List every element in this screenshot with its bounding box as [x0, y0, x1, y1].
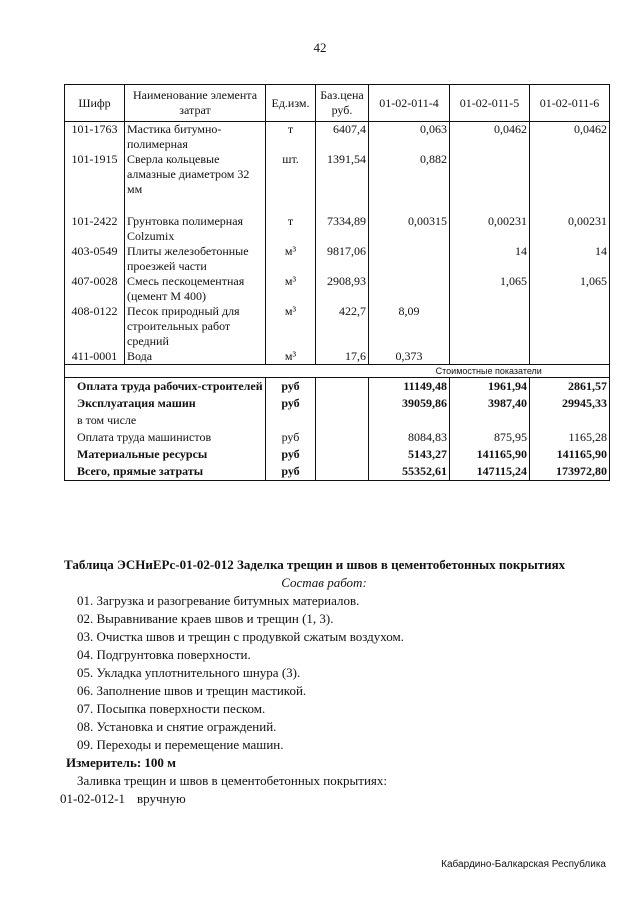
row-name: Песок природный для строительных работ средний	[125, 304, 266, 349]
row-value-3	[530, 349, 610, 365]
summary-value-3: 173972,80	[530, 463, 610, 481]
code-line-text: вручную	[137, 791, 186, 806]
summary-unit: руб	[266, 378, 316, 396]
work-item: 08. Установка и снятие ограждений.	[77, 719, 277, 734]
row-value-2	[450, 152, 530, 214]
row-value-3: 0,00231	[530, 214, 610, 244]
row-price: 6407,4	[316, 122, 369, 153]
summary-value-1: 8084,83	[369, 429, 450, 446]
table-row	[65, 349, 610, 365]
row-code: 408-0122	[65, 304, 125, 349]
measurement-unit: Измеритель: 100 м	[66, 755, 177, 770]
summary-value-3: 1165,28	[530, 429, 610, 446]
section-title: Таблица ЭСНиЕРс-01-02-012 Заделка трещин и швов в цементобетонных покрытиях	[64, 557, 566, 572]
row-unit: т	[266, 122, 316, 153]
header-unit: Ед.изм.	[266, 85, 316, 122]
row-code: 411-0001	[65, 349, 125, 365]
row-price: 17,6	[316, 349, 369, 365]
row-unit: шт.	[266, 152, 316, 214]
work-item: 04. Подгрунтовка поверхности.	[77, 647, 251, 662]
cost-indicators-label: Стоимостные показатели	[369, 365, 610, 378]
header-col3: 01-02-011-6	[530, 85, 610, 122]
work-item: 05. Укладка уплотнительного шнура (3).	[77, 665, 301, 680]
work-item: 09. Переходы и перемещение машин.	[77, 737, 284, 752]
row-name: Смесь пескоцементная (цемент М 400)	[125, 274, 266, 304]
header-code: Шифр	[65, 85, 125, 122]
summary-row	[65, 463, 610, 481]
row-value-2	[450, 304, 530, 349]
row-price: 9817,06	[316, 244, 369, 274]
work-item: 02. Выравнивание краев швов и трещин (1, 3).	[77, 611, 334, 626]
summary-name: Материальные ресурсы	[65, 446, 266, 463]
row-code: 403-0549	[65, 244, 125, 274]
row-value-1: 0,373	[369, 349, 450, 365]
summary-name: Эксплуатация машин	[65, 395, 266, 412]
row-value-3: 0,0462	[530, 122, 610, 153]
summary-value-2: 3987,40	[450, 395, 530, 412]
resource-cost-table	[64, 84, 610, 481]
row-price: 7334,89	[316, 214, 369, 244]
row-code: 101-1763	[65, 122, 125, 153]
summary-value-3: 2861,57	[530, 378, 610, 396]
summary-row	[65, 429, 610, 446]
row-unit: м³	[266, 349, 316, 365]
work-item: 03. Очистка швов и трещин с продувкой сжатым воздухом.	[77, 629, 405, 644]
work-item: 01. Загрузка и разогревание битумных материалов.	[77, 593, 360, 608]
row-code: 101-1915	[65, 152, 125, 214]
row-value-1	[369, 244, 450, 274]
row-value-3	[530, 304, 610, 349]
work-item: 07. Посыпка поверхности песком.	[77, 701, 266, 716]
header-base-price: Баз.цена руб.	[316, 85, 369, 122]
row-value-2: 0,0462	[450, 122, 530, 153]
summary-unit: руб	[266, 463, 316, 481]
header-col1: 01-02-011-4	[369, 85, 450, 122]
code-line-code: 01-02-012-1	[60, 791, 125, 806]
page-number: 42	[313, 40, 327, 55]
table-row	[65, 122, 610, 153]
summary-value-2: 147115,24	[450, 463, 530, 481]
summary-value-2: 875,95	[450, 429, 530, 446]
works-section	[60, 556, 624, 808]
row-value-1: 8,09	[369, 304, 450, 349]
summary-unit: руб	[266, 446, 316, 463]
cost-indicators-label-row	[65, 365, 610, 378]
summary-value-3: 141165,90	[530, 446, 610, 463]
row-name: Грунтовка полимерная Colzumix	[125, 214, 266, 244]
summary-row	[65, 412, 610, 429]
table-row	[65, 274, 610, 304]
summary-value-1: 39059,86	[369, 395, 450, 412]
row-price: 2908,93	[316, 274, 369, 304]
summary-name: Оплата труда рабочих-строителей	[65, 378, 266, 396]
header-name: Наименование элемента затрат	[125, 85, 266, 122]
summary-value-1: 11149,48	[369, 378, 450, 396]
code-line	[60, 790, 624, 808]
row-value-2: 14	[450, 244, 530, 274]
row-value-3	[530, 152, 610, 214]
row-value-3: 14	[530, 244, 610, 274]
section-description: Заливка трещин и швов в цементобетонных покрытиях:	[77, 773, 387, 788]
summary-value-2: 1961,94	[450, 378, 530, 396]
table-row	[65, 304, 610, 349]
row-code: 101-2422	[65, 214, 125, 244]
row-name: Мастика битумно-полимерная	[125, 122, 266, 153]
work-item: 06. Заполнение швов и трещин мастикой.	[77, 683, 307, 698]
table-row	[65, 244, 610, 274]
row-price: 422,7	[316, 304, 369, 349]
row-name: Плиты железобетонные проезжей части	[125, 244, 266, 274]
section-subtitle: Состав работ:	[281, 575, 367, 590]
summary-unit: руб	[266, 395, 316, 412]
summary-row	[65, 378, 610, 396]
row-code: 407-0028	[65, 274, 125, 304]
row-value-3: 1,065	[530, 274, 610, 304]
row-value-1	[369, 274, 450, 304]
summary-name: Всего, прямые затраты	[65, 463, 266, 481]
summary-value-3: 29945,33	[530, 395, 610, 412]
row-unit: м³	[266, 304, 316, 349]
row-value-2	[450, 349, 530, 365]
row-value-1: 0,882	[369, 152, 450, 214]
row-price: 1391,54	[316, 152, 369, 214]
header-col2: 01-02-011-5	[450, 85, 530, 122]
footer-region: Кабардино-Балкарская Республика	[441, 859, 606, 870]
row-value-2: 1,065	[450, 274, 530, 304]
table-row	[65, 214, 610, 244]
row-value-1: 0,063	[369, 122, 450, 153]
row-name: Сверла кольцевые алмазные диаметром 32 мм	[125, 152, 266, 214]
row-value-1: 0,00315	[369, 214, 450, 244]
table-header-row	[65, 85, 610, 122]
row-unit: м³	[266, 274, 316, 304]
summary-value-1: 55352,61	[369, 463, 450, 481]
row-unit: т	[266, 214, 316, 244]
summary-value-1: 5143,27	[369, 446, 450, 463]
summary-value-2: 141165,90	[450, 446, 530, 463]
summary-name: Оплата труда машинистов	[65, 429, 266, 446]
row-unit: м³	[266, 244, 316, 274]
summary-row	[65, 446, 610, 463]
table-row	[65, 152, 610, 214]
summary-name: в том числе	[65, 412, 266, 429]
row-name: Вода	[125, 349, 266, 365]
row-value-2: 0,00231	[450, 214, 530, 244]
summary-row	[65, 395, 610, 412]
summary-unit: руб	[266, 429, 316, 446]
